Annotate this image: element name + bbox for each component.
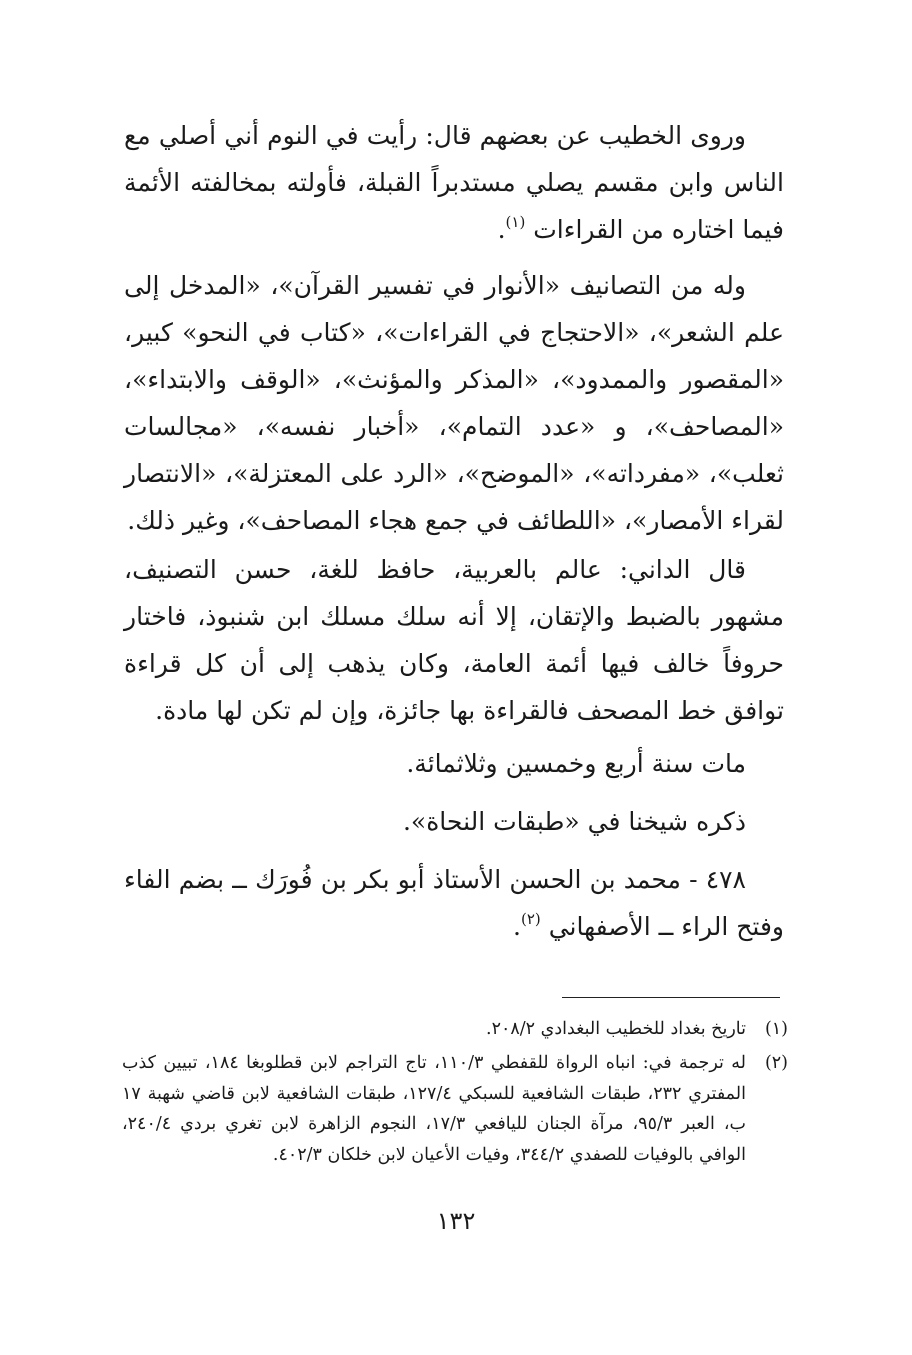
footnote-reference-1: (١): [505, 213, 526, 231]
footnote-reference-2: (٢): [520, 910, 541, 928]
paragraph-text: وروى الخطيب عن بعضهم قال: رأيت في النوم أني أصلي مع الناس وابن مقسم يصلي مستدبراً القبلة، فأولته بمخالفته الأئمة فيما اختاره من القراءات: [124, 121, 784, 244]
footnote-text: له ترجمة في: انباه الرواة للقفطي ١١٠/٣، تاج التراجم لابن قطلوبغا ١٨٤، تبيين كذب المفتري ٢٣٢، طبقات الشافعية للسبكي ١٢٧/٤، طبقات الشافعية لابن قاضي شهبة ١٧ ب، العبر ٩٥/٣، مرآة الجنان لليافعي ١٧/٣، النجوم الزاهرة لابن تغري بردي ٢٤٠/٤، الوافي بالوفيات للصفدي ٣٤٤/٢، وفيات الأعيان لابن خلكان ٤٠٢/٣.: [122, 1053, 747, 1165]
paragraph-khatib-dream: [124, 112, 784, 253]
footnote-number: (١): [764, 1019, 788, 1039]
paragraph-works-list: وله من التصانيف «الأنوار في تفسير القرآن»، «المدخل إلى علم الشعر»، «الاحتجاج في القراءات»، «كتاب في النحو» كبير، «المقصور والممدود»، «المذكر والمؤنث»، «الوقف والابتداء»، «المصاحف»، و «عدد التمام»، «أخبار نفسه»، «مجالسات ثعلب»، «مفرداته»، «الموضح»، «الرد على المعتزلة»، «الانتصار لقراء الأمصار»، «اللطائف في جمع هجاء المصاحف»، وغير ذلك.: [124, 271, 784, 535]
page-number: ١٣٢: [436, 1207, 476, 1235]
paragraph-dani-quote: قال الداني: عالم بالعربية، حافظ للغة، حسن التصنيف، مشهور بالضبط والإتقان، إلا أنه سلك مسلك ابن شنبوذ، فاختار حروفاً خالف فيها أئمة العامة، وكان يذهب إلى أن كل قراءة توافق خط المصحف فالقراءة بها جائزة، وإن لم تكن لها مادة.: [124, 555, 784, 725]
entry-text: ٤٧٨ - محمد بن الحسن الأستاذ أبو بكر بن فُورَك ــ بضم الفاء وفتح الراء ــ الأصفهاني: [124, 865, 784, 941]
entry-tail: .: [513, 912, 521, 941]
footnote-number: (٢): [764, 1053, 788, 1073]
paragraph-mention: ذكره شيخنا في «طبقات النحاة».: [402, 807, 746, 836]
footnote-1: [122, 1014, 788, 1045]
footnote-text: تاريخ بغداد للخطيب البغدادي ٢٠٨/٢.: [485, 1019, 746, 1039]
footnote-2: [122, 1048, 788, 1170]
paragraph-tail: .: [497, 215, 506, 244]
footnote-divider: [562, 997, 780, 998]
entry-heading-478: [124, 856, 784, 950]
paragraph-death-date: مات سنة أربع وخمسين وثلاثمائة.: [406, 749, 746, 778]
